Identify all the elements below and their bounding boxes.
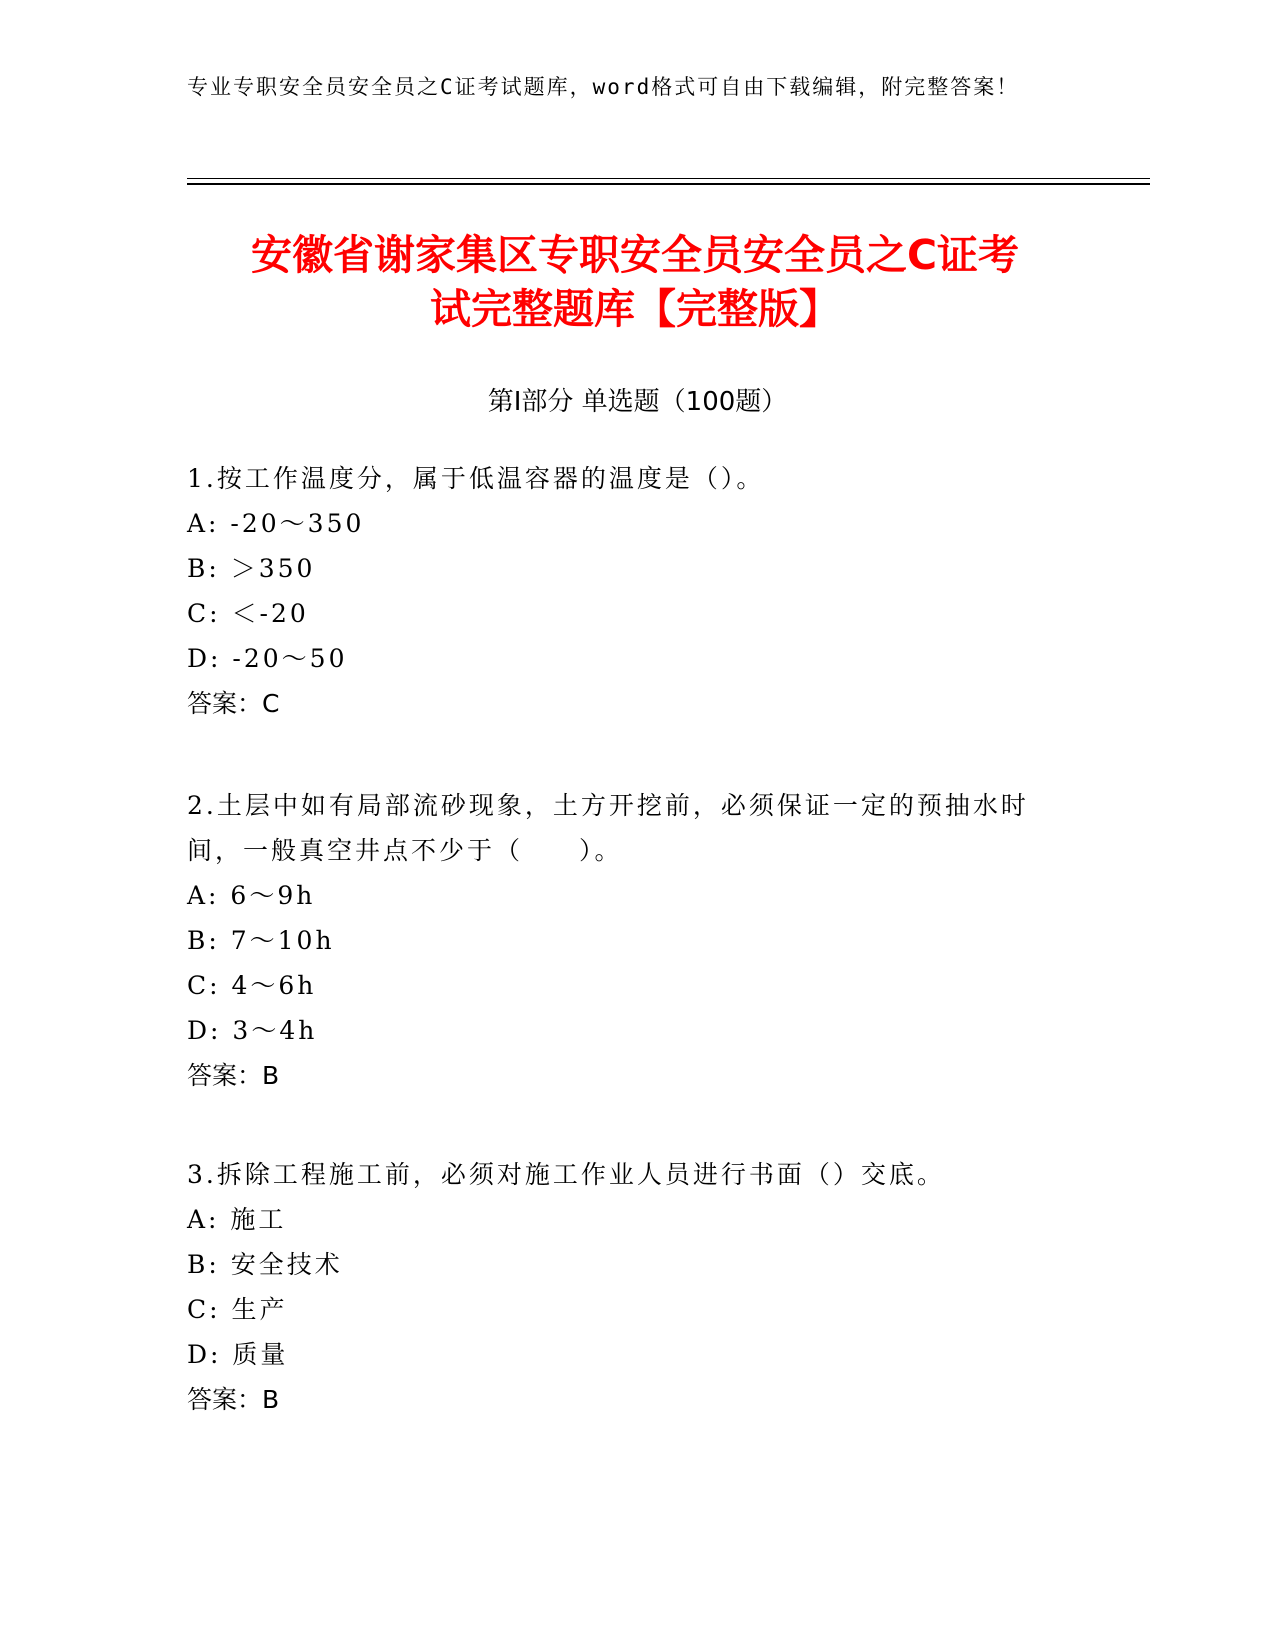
question-stem: 1.按工作温度分，属于低温容器的温度是（）。 <box>187 464 765 493</box>
header-divider-thick <box>187 183 1150 185</box>
option-c: C: 4～6h <box>187 971 317 1000</box>
option-b: B: 7～10h <box>187 926 335 955</box>
option-a: A: 6～9h <box>187 881 316 910</box>
question-2 <box>187 783 1067 1098</box>
title-line-1: 安徽省谢家集区专职安全员安全员之C证考 <box>250 231 1020 279</box>
option-c: C: 生产 <box>187 1295 288 1324</box>
answer: 答案：B <box>187 1385 280 1414</box>
option-a: A: -20～350 <box>187 509 365 538</box>
document-header: 专业专职安全员安全员之C证考试题库，word格式可自由下载编辑，附完整答案！ <box>187 75 1020 99</box>
option-b: B: 安全技术 <box>187 1250 343 1279</box>
question-stem: 3.拆除工程施工前，必须对施工作业人员进行书面（）交底。 <box>187 1160 945 1189</box>
answer: 答案：B <box>187 1061 280 1090</box>
option-d: D: 质量 <box>187 1340 289 1369</box>
title-line-2: 试完整题库【完整版】 <box>430 285 840 333</box>
question-stem: 2.土层中如有局部流砂现象，土方开挖前，必须保证一定的预抽水时间，一般真空井点不少于（ ）。 <box>187 791 1029 865</box>
option-d: D: -20～50 <box>187 644 348 673</box>
option-d: D: 3～4h <box>187 1016 318 1045</box>
option-c: C: ＜-20 <box>187 599 309 628</box>
section-heading: 第Ⅰ部分 单选题（100题） <box>487 387 788 417</box>
option-b: B: ＞350 <box>187 554 316 583</box>
answer: 答案：C <box>187 689 280 718</box>
document-title <box>160 228 1110 336</box>
question-3 <box>187 1152 1067 1422</box>
option-a: A: 施工 <box>187 1205 287 1234</box>
header-divider-thin <box>187 178 1150 179</box>
question-1 <box>187 456 1067 726</box>
